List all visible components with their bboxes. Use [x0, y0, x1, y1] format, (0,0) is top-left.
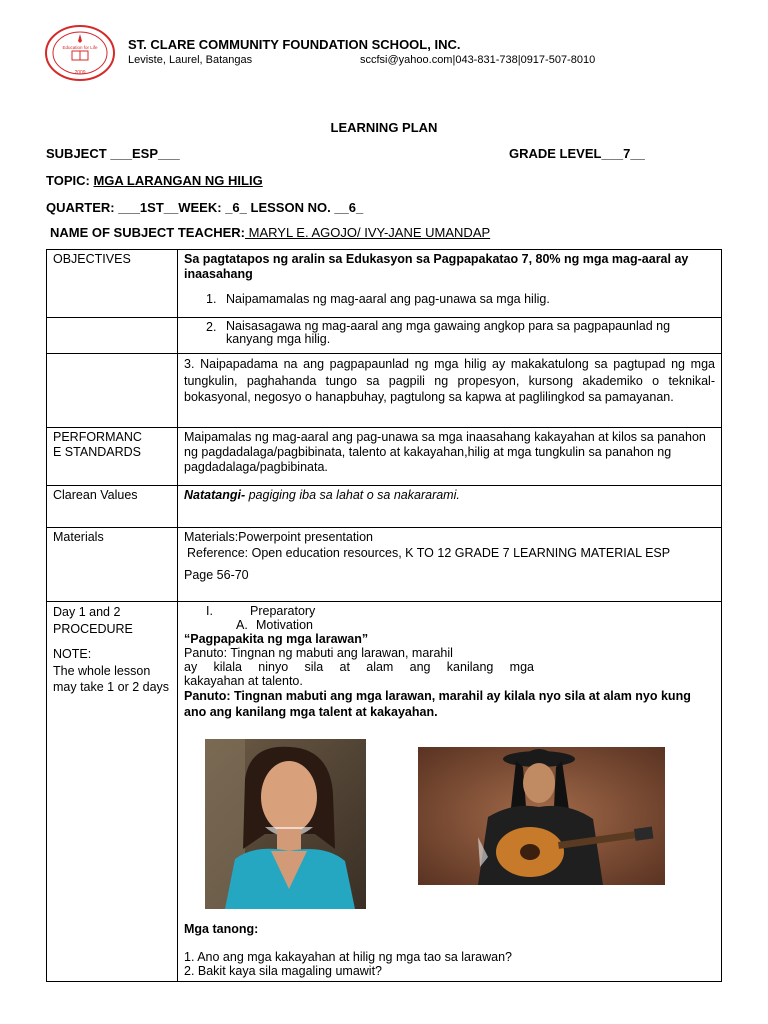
values-label: Clarean Values — [47, 486, 178, 528]
performance-label-line: PERFORMANC — [53, 430, 142, 444]
grade-label: GRADE LEVEL — [509, 146, 602, 161]
performance-text: Maipamalas ng mag-aaral ang pag-unawa sa mga inaasahang kakayahan at kilos sa panahon ng pagdadalaga/pagbibinata, talento at kakayahan,hilig at mga tungkulin sa panahon ng pagdadalaga/pagbibinata. — [178, 428, 722, 486]
objectives-cell — [178, 354, 722, 428]
note-label: NOTE: — [53, 647, 92, 661]
logo-motto: Education for Life — [62, 45, 98, 50]
objective-item-1 — [206, 292, 715, 307]
objectives-cell — [178, 250, 722, 318]
objectives-row — [47, 250, 722, 318]
motivation-text: Motivation — [256, 618, 313, 632]
roman-numeral: I. — [206, 604, 213, 618]
materials-cell — [178, 528, 722, 602]
subject-value: ___ESP___ — [110, 146, 180, 161]
week-label: WEEK: — [178, 200, 222, 215]
objective-item-2 — [206, 320, 715, 346]
question-2: 2. Bakit kaya sila magaling umawit? — [184, 964, 383, 978]
values-cell — [178, 486, 722, 528]
teacher-label: NAME OF SUBJECT TEACHER: — [50, 225, 246, 240]
topic-line — [46, 173, 263, 188]
lesson-label: LESSON NO. — [250, 200, 331, 215]
school-contact: sccfsi@yahoo.com|043-831-738|0917-507-8010 — [360, 54, 596, 66]
panuto-line: ay kilala ninyo sila at alam ang kanilang mga — [184, 660, 534, 674]
objectives-label: OBJECTIVES — [47, 250, 178, 318]
panuto-bold: Panuto: Tingnan mabuti ang mga larawan, marahil ay kilala nyo sila at alam nyo kung ano ang kanilang mga talent at kakayahan. — [184, 689, 691, 719]
procedure-label-line: PROCEDURE — [53, 621, 133, 636]
performance-label — [47, 428, 178, 486]
values-text: pagiging iba sa lahat o sa nakararami. — [245, 488, 460, 502]
objectives-cell — [178, 318, 722, 354]
objectives-intro: Sa pagtatapos ng aralin sa Edukasyon sa Pagpapakatao 7, 80% ng mga mag-aaral ay inaasahang — [184, 252, 689, 281]
objective-text: Naipamamalas ng mag-aaral ang pag-unawa sa mga hilig. — [226, 292, 550, 306]
empty-cell — [47, 354, 178, 428]
panuto-line: kakayahan at talento. — [184, 674, 303, 688]
page-title: LEARNING PLAN — [330, 120, 438, 135]
materials-row — [47, 528, 722, 602]
school-address: Leviste, Laurel, Batangas — [128, 54, 253, 66]
panuto-line: Panuto: Tingnan ng mabuti ang larawan, marahil — [184, 646, 453, 660]
note-text: The whole lesson may take 1 or 2 days — [53, 663, 170, 694]
values-term: Natatangi- — [184, 488, 246, 502]
materials-line: Materials:Powerpoint presentation — [184, 530, 373, 544]
subject-line — [46, 146, 180, 161]
grade-value: ___7__ — [601, 146, 645, 161]
school-seal-icon — [44, 24, 116, 82]
topic-value: MGA LARANGAN NG HILIG — [93, 173, 263, 188]
objectives-row — [47, 354, 722, 428]
procedure-label-line: Day 1 and 2 — [53, 605, 121, 619]
objective-number: 1. — [206, 292, 217, 306]
objectives-row — [47, 318, 722, 354]
performance-label-line: E STANDARDS — [53, 445, 141, 459]
objective-text: Naisasagawa ng mag-aaral ang mga gawaing angkop para sa pagpapaunlad ng kanyang mga hilig. — [226, 319, 671, 346]
teacher-line — [50, 225, 490, 240]
empty-cell — [47, 318, 178, 354]
topic-label: TOPIC: — [46, 173, 90, 188]
objective-number: 2. — [206, 320, 217, 334]
grade-line — [509, 146, 645, 161]
materials-page: Page 56-70 — [184, 568, 249, 582]
letter-marker: A. — [236, 618, 248, 632]
guitarist-photo — [418, 747, 665, 885]
school-name: ST. CLARE COMMUNITY FOUNDATION SCHOOL, INC. — [128, 37, 461, 52]
lesson-value: __6_ — [330, 200, 364, 215]
woman-singer-photo — [205, 739, 366, 909]
materials-label: Materials — [47, 528, 178, 602]
question-1: 1. Ano ang mga kakayahan at hilig ng mga tao sa larawan? — [184, 950, 512, 964]
quarter-line — [46, 200, 363, 215]
values-row — [47, 486, 722, 528]
teacher-value: MARYL E. AGOJO/ IVY-JANE UMANDAP — [245, 225, 491, 240]
logo-year: 2009 — [74, 70, 86, 76]
quarter-label: QUARTER: — [46, 200, 115, 215]
questions-title: Mga tanong: — [184, 922, 259, 936]
quarter-value: ___1ST__ — [118, 200, 179, 215]
preparatory-text: Preparatory — [250, 604, 316, 618]
activity-title: “Pagpapakita ng mga larawan” — [184, 632, 369, 646]
performance-row — [47, 428, 722, 486]
motivation-heading — [236, 618, 715, 632]
preparatory-heading — [206, 604, 715, 618]
subject-label: SUBJECT — [46, 146, 107, 161]
week-value: _6_ — [221, 200, 247, 215]
procedure-label — [47, 602, 178, 982]
objective-item-3: 3. Naipapadama na ang pagpapaunlad ng mga hilig ay makakatulong sa pagtupad ng mga tungkulin, paghahanda tungo sa pagpili ng propesyon, kursong akademiko o teknikal-bokasyonal, negosyo o hanapbuhay, pagtulong sa kapwa at paglilingkod sa pamayanan. — [184, 357, 715, 404]
school-logo — [44, 24, 116, 82]
materials-reference: Reference: Open education resources, K TO 12 GRADE 7 LEARNING MATERIAL ESP — [187, 546, 671, 560]
